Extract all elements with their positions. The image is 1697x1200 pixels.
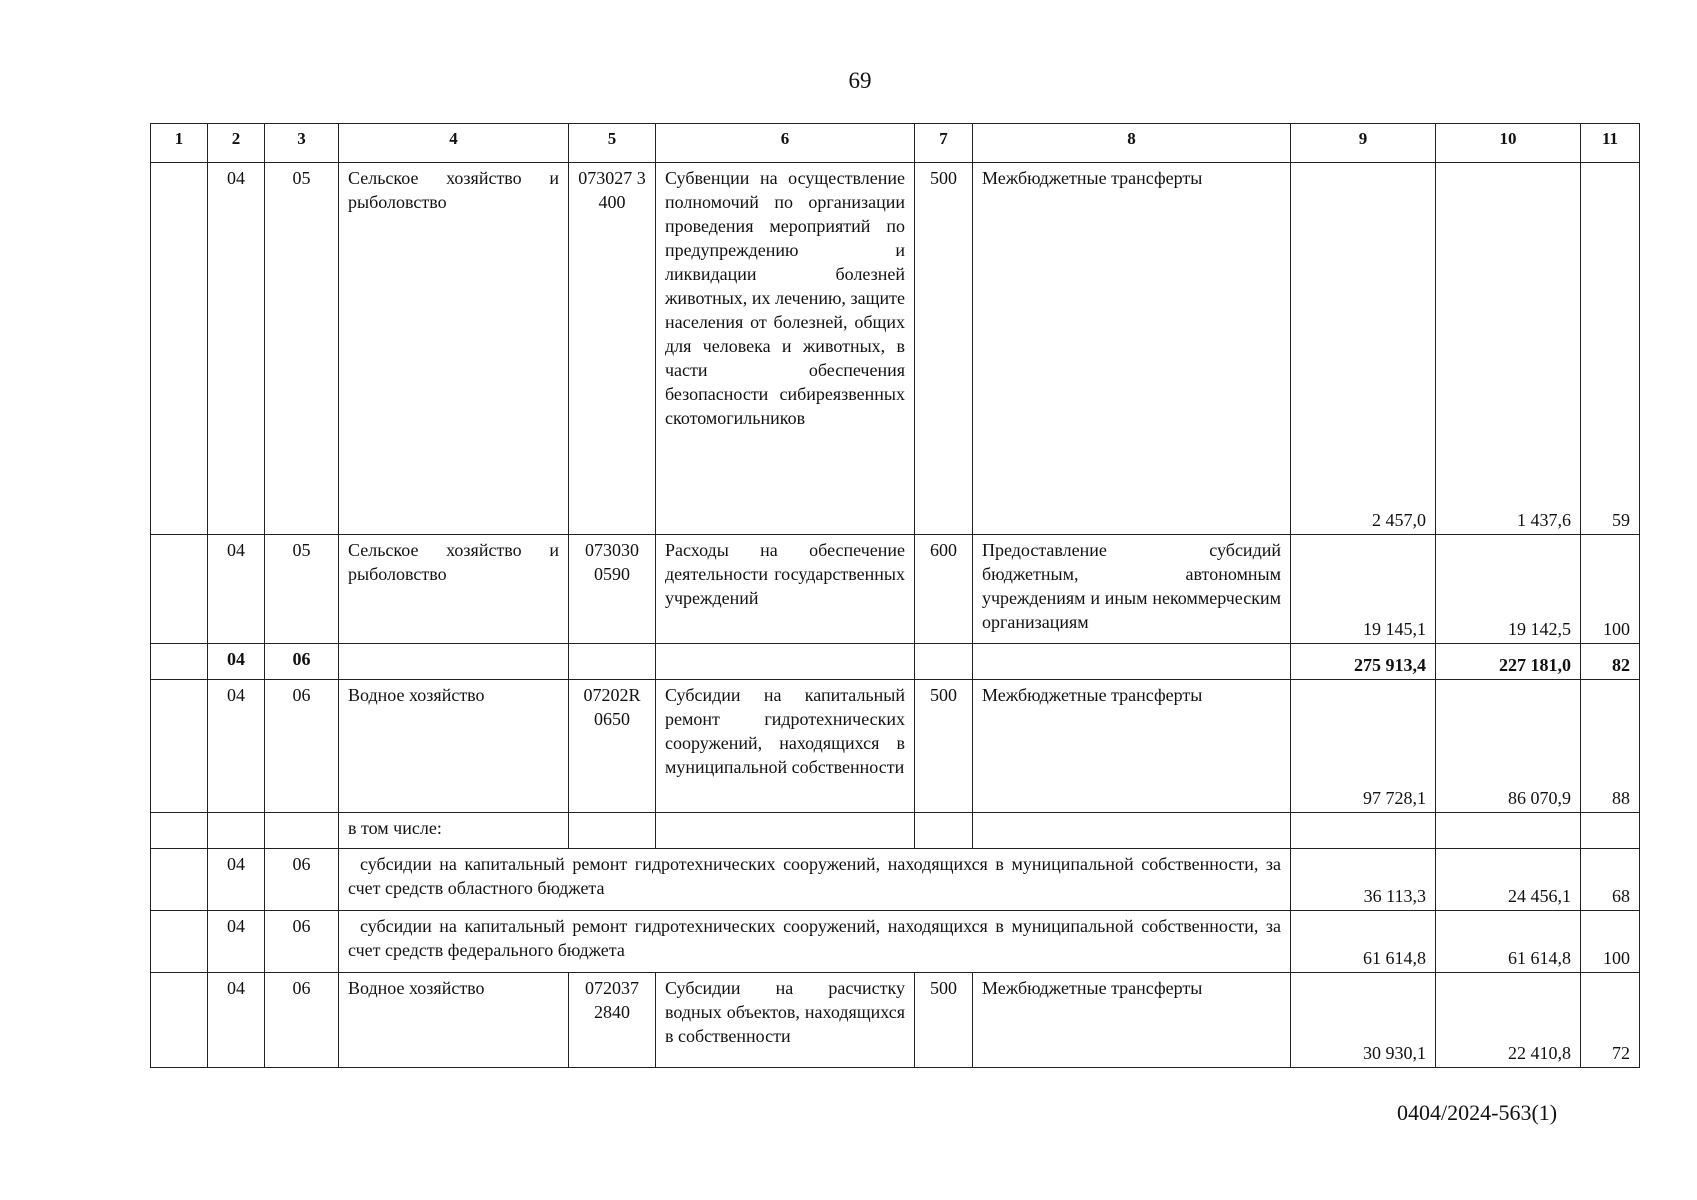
expense-type-code: 500 bbox=[915, 973, 973, 1068]
table-cell bbox=[151, 535, 208, 644]
expense-type-name: Предоставление субсидий бюджетным, автономным учреждениям и иным некоммерческим организациям bbox=[973, 535, 1291, 644]
section-code: 04 bbox=[208, 973, 265, 1068]
table-cell bbox=[1581, 813, 1640, 849]
target-article-code: 073027 3400 bbox=[569, 163, 656, 535]
expense-description bbox=[656, 644, 915, 680]
executed-amount: 61 614,8 bbox=[1436, 911, 1581, 973]
column-header: 4 bbox=[339, 124, 569, 163]
including-row bbox=[151, 813, 1640, 849]
table-cell bbox=[151, 680, 208, 813]
expense-description: Расходы на обеспечение деятельности государственных учреждений bbox=[656, 535, 915, 644]
table-row bbox=[151, 163, 1640, 535]
expense-type-name: Межбюджетные трансферты bbox=[973, 973, 1291, 1068]
subsection-code: 06 bbox=[265, 680, 339, 813]
planned-amount: 2 457,0 bbox=[1291, 163, 1436, 535]
executed-amount: 1 437,6 bbox=[1436, 163, 1581, 535]
execution-percent: 72 bbox=[1581, 973, 1640, 1068]
execution-percent: 59 bbox=[1581, 163, 1640, 535]
execution-percent: 100 bbox=[1581, 911, 1640, 973]
table-cell bbox=[656, 813, 915, 849]
table-row bbox=[151, 973, 1640, 1068]
expense-type-code: 500 bbox=[915, 163, 973, 535]
table-cell bbox=[151, 163, 208, 535]
section-code: 04 bbox=[208, 163, 265, 535]
expense-type-code: 500 bbox=[915, 680, 973, 813]
table-cell bbox=[915, 813, 973, 849]
table-cell bbox=[569, 813, 656, 849]
column-header: 7 bbox=[915, 124, 973, 163]
execution-percent: 68 bbox=[1581, 849, 1640, 911]
subsection-code: 05 bbox=[265, 163, 339, 535]
table-cell bbox=[151, 911, 208, 973]
column-header: 5 bbox=[569, 124, 656, 163]
section-code: 04 bbox=[208, 644, 265, 680]
page-number: 69 bbox=[848, 68, 872, 93]
execution-percent: 88 bbox=[1581, 680, 1640, 813]
planned-amount: 36 113,3 bbox=[1291, 849, 1436, 911]
column-header: 8 bbox=[973, 124, 1291, 163]
table-cell bbox=[265, 813, 339, 849]
executed-amount: 19 142,5 bbox=[1436, 535, 1581, 644]
table-cell bbox=[1291, 813, 1436, 849]
section-code: 04 bbox=[208, 849, 265, 911]
expense-type-name: Межбюджетные трансферты bbox=[973, 680, 1291, 813]
column-header: 11 bbox=[1581, 124, 1640, 163]
table-row bbox=[151, 849, 1640, 911]
executed-amount: 227 181,0 bbox=[1436, 644, 1581, 680]
section-code: 04 bbox=[208, 535, 265, 644]
column-header: 1 bbox=[151, 124, 208, 163]
column-header: 9 bbox=[1291, 124, 1436, 163]
table-row bbox=[151, 680, 1640, 813]
section-name: Водное хозяйство bbox=[339, 973, 569, 1068]
subsidy-description: субсидии на капитальный ремонт гидротехнических сооружений, находящихся в муниципальной собственности, за счет средств федерального бюджета bbox=[339, 911, 1291, 973]
execution-percent: 82 bbox=[1581, 644, 1640, 680]
section-name: Сельское хозяйство и рыболовство bbox=[339, 163, 569, 535]
table-row bbox=[151, 911, 1640, 973]
expense-type-name bbox=[973, 644, 1291, 680]
executed-amount: 86 070,9 bbox=[1436, 680, 1581, 813]
planned-amount: 61 614,8 bbox=[1291, 911, 1436, 973]
table-cell bbox=[151, 849, 208, 911]
table-header-row bbox=[151, 124, 1640, 163]
subsidy-description: субсидии на капитальный ремонт гидротехнических сооружений, находящихся в муниципальной собственности, за счет средств областного бюджета bbox=[339, 849, 1291, 911]
target-article-code: 07202R 0650 bbox=[569, 680, 656, 813]
executed-amount: 22 410,8 bbox=[1436, 973, 1581, 1068]
target-article-code: 072037 2840 bbox=[569, 973, 656, 1068]
expense-type-code: 600 bbox=[915, 535, 973, 644]
planned-amount: 19 145,1 bbox=[1291, 535, 1436, 644]
table-cell bbox=[151, 644, 208, 680]
table-cell bbox=[151, 813, 208, 849]
expense-type-name: Межбюджетные трансферты bbox=[973, 163, 1291, 535]
execution-percent: 100 bbox=[1581, 535, 1640, 644]
section-code: 04 bbox=[208, 911, 265, 973]
column-header: 10 bbox=[1436, 124, 1581, 163]
subsection-code: 06 bbox=[265, 973, 339, 1068]
planned-amount: 97 728,1 bbox=[1291, 680, 1436, 813]
expense-description: Субсидии на расчистку водных объектов, находящихся в собственности bbox=[656, 973, 915, 1068]
column-header: 2 bbox=[208, 124, 265, 163]
table-cell bbox=[1436, 813, 1581, 849]
section-name: Сельское хозяйство и рыболовство bbox=[339, 535, 569, 644]
target-article-code bbox=[569, 644, 656, 680]
expense-description: Субсидии на капитальный ремонт гидротехнических сооружений, находящихся в муниципальной собственности bbox=[656, 680, 915, 813]
including-label: в том числе: bbox=[339, 813, 569, 849]
section-name bbox=[339, 644, 569, 680]
expense-description: Субвенции на осуществление полномочий по организации проведения мероприятий по предупреждению и ликвидации болезней животных, их лечению, защите населения от болезней, общих для человека и животных, в части обеспечения безопасности сибиреязвенных скотомогильников bbox=[656, 163, 915, 535]
table-cell bbox=[973, 813, 1291, 849]
table-row bbox=[151, 535, 1640, 644]
column-header: 3 bbox=[265, 124, 339, 163]
table-cell bbox=[151, 973, 208, 1068]
subsection-code: 06 bbox=[265, 644, 339, 680]
budget-table bbox=[150, 123, 1640, 1068]
subsection-code: 06 bbox=[265, 849, 339, 911]
section-code: 04 bbox=[208, 680, 265, 813]
planned-amount: 275 913,4 bbox=[1291, 644, 1436, 680]
section-name: Водное хозяйство bbox=[339, 680, 569, 813]
table-cell bbox=[208, 813, 265, 849]
executed-amount: 24 456,1 bbox=[1436, 849, 1581, 911]
subtotal-row bbox=[151, 644, 1640, 680]
planned-amount: 30 930,1 bbox=[1291, 973, 1436, 1068]
subsection-code: 06 bbox=[265, 911, 339, 973]
expense-type-code bbox=[915, 644, 973, 680]
subsection-code: 05 bbox=[265, 535, 339, 644]
target-article-code: 073030 0590 bbox=[569, 535, 656, 644]
document-number: 0404/2024-563(1) bbox=[1397, 1100, 1558, 1125]
column-header: 6 bbox=[656, 124, 915, 163]
